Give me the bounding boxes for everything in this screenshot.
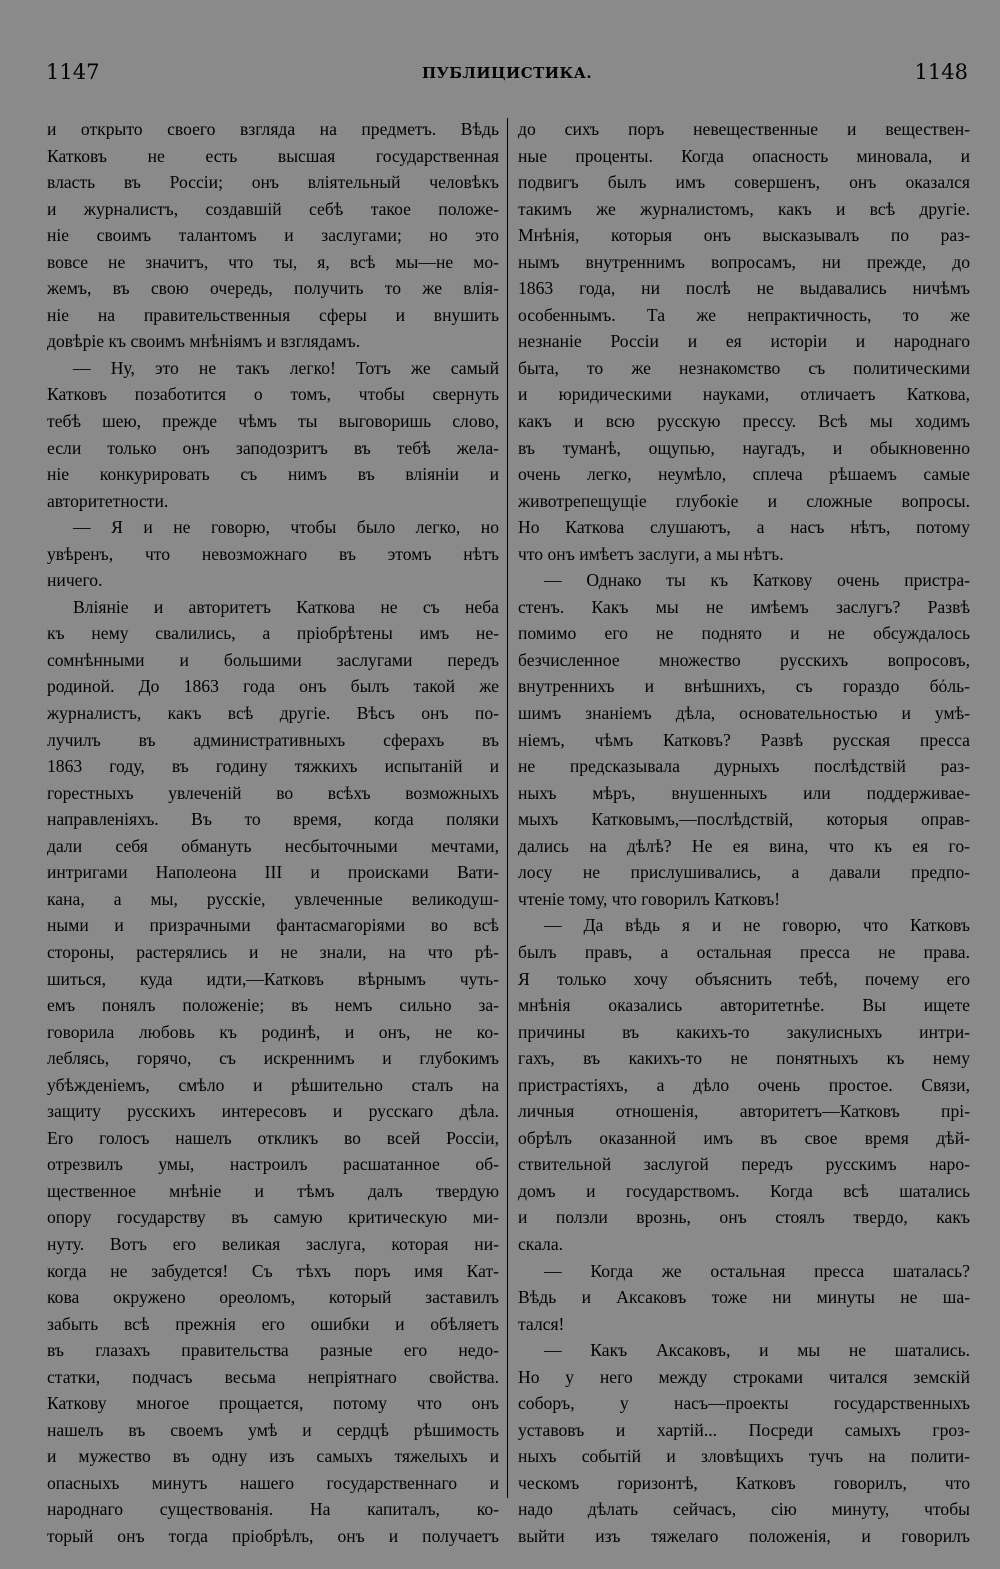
text-line: незнаніе Россіи и ея исторіи и народнаго xyxy=(518,331,970,352)
text-line: интригами Наполеона III и происками Вати- xyxy=(47,862,499,883)
text-line: жемъ, въ свою очередь, получить то же влія- xyxy=(47,278,499,299)
text-line: обрѣлъ оказанной имъ въ свое время дѣй- xyxy=(518,1127,970,1148)
text-line: ныхъ событій и зловѣщихъ тучъ на полити- xyxy=(518,1446,970,1467)
text-line: помимо его не поднято и не обсуждалось xyxy=(518,623,970,644)
text-line: народнаго существованія. На капиталъ, ко- xyxy=(47,1499,499,1520)
text-line: ничего. xyxy=(47,570,103,591)
text-line: торый онъ тогда пріобрѣлъ, онъ и получаетъ xyxy=(47,1525,499,1546)
text-line: и ползли врознь, онъ стоялъ твердо, какъ xyxy=(518,1207,970,1228)
text-line: щественное мнѣніе и тѣмъ далъ твердую xyxy=(47,1180,499,1201)
right-column xyxy=(518,116,970,1550)
text-line: соборъ, у насъ—проекты государственныхъ xyxy=(518,1393,970,1414)
text-line: Вліяніе и авторитетъ Каткова не съ неба xyxy=(73,596,499,617)
text-line: скала. xyxy=(518,1233,564,1254)
text-line: стороны, растерялись и не знали, на что рѣ- xyxy=(47,941,499,962)
text-line: безчисленное множество русскихъ вопросовъ, xyxy=(518,649,970,670)
text-line: статки, подчасъ весьма непріятнаго свойства. xyxy=(47,1366,499,1387)
text-line: Но у него между строками читался земскій xyxy=(518,1366,970,1387)
text-line: къ нему свалились, а пріобрѣтены имъ не- xyxy=(47,623,499,644)
text-line: авторитетности. xyxy=(47,490,169,511)
text-line: власть въ Россіи; онъ вліятельный человѣкъ xyxy=(47,172,499,193)
text-line: горестныхъ увлеченій во всѣхъ возможныхъ xyxy=(47,782,499,803)
text-line: выйти изъ тяжелаго положенія, и говорилъ xyxy=(518,1525,970,1546)
text-line: особеннымъ. Та же непрактичность, то же xyxy=(518,304,970,325)
text-line: — Ну, это не такъ легко! Тотъ же самый xyxy=(73,357,499,378)
text-line: Катковъ не есть высшая государственная xyxy=(47,145,499,166)
text-line: ніе своимъ талантомъ и заслугами; но это xyxy=(47,225,499,246)
text-line: говорила любовь къ родинѣ, и онъ, не ко- xyxy=(47,1021,499,1042)
text-line: Его голосъ нашелъ откликъ во всей Россіи, xyxy=(47,1127,499,1148)
text-line: тебѣ шею, прежде чѣмъ ты выговоришь слово, xyxy=(47,411,499,432)
text-line: лучилъ въ административныхъ сферахъ въ xyxy=(47,729,499,750)
page-number-left: 1147 xyxy=(46,60,100,84)
text-line: шиться, куда идти,—Катковъ вѣрнымъ чуть- xyxy=(47,968,499,989)
text-line: когда не забудется! Съ тѣхъ поръ имя Кат- xyxy=(47,1260,499,1281)
left-column xyxy=(47,116,499,1550)
text-line: былъ правъ, а остальная пресса не права. xyxy=(518,941,970,962)
text-line: подвигъ былъ имъ совершенъ, онъ оказался xyxy=(518,172,970,193)
text-line: Каткову многое прощается, потому что онъ xyxy=(47,1393,499,1414)
text-line: и журналистъ, создавшій себѣ такое положе- xyxy=(47,198,499,219)
text-line: стенъ. Какъ мы не имѣемъ заслугъ? Развѣ xyxy=(518,596,970,617)
text-line: въ глазахъ правительства разные его недо- xyxy=(47,1340,499,1361)
text-line: не предсказывала дурныхъ послѣдствій раз- xyxy=(518,756,970,777)
text-line: тался! xyxy=(518,1313,565,1334)
text-line: мнѣнія оказались авторитетнѣе. Вы ищете xyxy=(518,995,970,1016)
text-line: емъ понялъ положеніе; въ немъ сильно за- xyxy=(47,995,499,1016)
text-line: причины въ какихъ-то закулисныхъ интри- xyxy=(518,1021,970,1042)
text-line: быта, то же незнакомство съ политическими xyxy=(518,357,970,378)
text-line: до сихъ поръ невещественные и веществен- xyxy=(518,119,970,139)
text-line: нашелъ въ своемъ умѣ и сердцѣ рѣшимость xyxy=(47,1419,499,1440)
text-line: что онъ имѣетъ заслуги, а мы нѣтъ. xyxy=(518,543,784,564)
text-line: ніемъ, чѣмъ Катковъ? Развѣ русская пресса xyxy=(518,729,970,750)
text-line: ные проценты. Когда опасность миновала, и xyxy=(518,145,970,166)
text-line: леблясь, горячо, съ искреннимъ и глубокимъ xyxy=(47,1048,499,1069)
text-line: — Какъ Аксаковъ, и мы не шатались. xyxy=(544,1340,970,1361)
text-line: такимъ же журналистомъ, какъ и всѣ другіе. xyxy=(518,198,970,219)
text-line: — Когда же остальная пресса шаталась? xyxy=(544,1260,970,1281)
text-line: надо дѣлать сейчасъ, сію минуту, чтобы xyxy=(518,1499,970,1520)
text-line: нымъ внутреннимъ вопросамъ, ни прежде, до xyxy=(518,251,970,272)
text-line: кова окружено ореоломъ, который заставилъ xyxy=(47,1287,499,1308)
page-number-right: 1148 xyxy=(914,60,968,84)
text-line: нуту. Вотъ его великая заслуга, которая ни- xyxy=(47,1233,499,1254)
text-line: — Однако ты къ Каткову очень пристра- xyxy=(544,570,970,591)
text-line: какъ и всю русскую прессу. Всѣ мы ходимъ xyxy=(518,411,970,432)
text-line: очень легко, неумѣло, сплеча рѣшаемъ самые xyxy=(518,464,970,485)
text-line: сомнѣнными и большими заслугами передъ xyxy=(47,649,499,670)
text-line: пристрастіяхъ, а дѣло очень простое. Связи, xyxy=(518,1074,970,1095)
text-line: въ туманѣ, ощупью, наугадъ, и обыкновенно xyxy=(518,437,970,458)
text-line: мыхъ Катковымъ,—послѣдствій, которыя оправ- xyxy=(518,809,970,830)
text-line: животрепещущіе глубокіе и сложные вопросы. xyxy=(518,490,970,511)
text-line: гахъ, въ какихъ-то не понятныхъ къ нему xyxy=(518,1048,970,1069)
text-line: увѣренъ, что невозможнаго въ этомъ нѣтъ xyxy=(47,543,499,564)
text-line: Катковъ позаботится о томъ, чтобы свернуть xyxy=(47,384,499,405)
text-line: — Я и не говорю, чтобы было легко, но xyxy=(73,517,499,538)
text-line: довѣріе къ своимъ мнѣніямъ и взглядамъ. xyxy=(47,331,361,352)
text-line: ніе конкурировать съ нимъ въ вліяніи и xyxy=(47,464,499,485)
text-line: Я только хочу объяснить тебѣ, почему его xyxy=(518,968,970,989)
text-line: личныя отношенія, авторитетъ—Катковъ прі- xyxy=(518,1101,970,1122)
text-line: уставовъ и хартій... Посреди самыхъ гроз- xyxy=(518,1419,970,1440)
text-line: забыть всѣ прежнія его ошибки и обѣляетъ xyxy=(47,1313,499,1334)
text-line: Вѣдь и Аксаковъ тоже ни минуты не ша- xyxy=(518,1287,970,1308)
text-line: шимъ знаніемъ дѣла, основательностью и умѣ- xyxy=(518,703,970,724)
text-line: дали себя обмануть несбыточными мечтами, xyxy=(47,835,499,856)
text-line: 1863 году, въ годину тяжкихъ испытаній и xyxy=(47,756,499,777)
text-line: 1863 года, ни послѣ не выдавались ничѣмъ xyxy=(518,278,970,299)
text-line: лосу не прислушивались, а давали предпо- xyxy=(518,862,970,883)
text-line: Мнѣнія, которыя онъ высказывалъ по раз- xyxy=(518,225,970,246)
text-line: кана, а мы, русскіе, увлеченные великодуш- xyxy=(47,888,499,909)
text-line: Но Каткова слушаютъ, а насъ нѣтъ, потому xyxy=(518,517,970,538)
text-line: ческомъ горизонтѣ, Катковъ говорилъ, что xyxy=(518,1472,970,1493)
text-line: защиту русскихъ интересовъ и русскаго дѣла. xyxy=(47,1101,499,1122)
text-line: журналистъ, какъ всѣ другіе. Вѣсъ онъ по- xyxy=(47,703,499,724)
text-line: и открыто своего взгляда на предметъ. Вѣдь xyxy=(47,119,499,139)
text-line: ствительной заслугой передъ русскимъ наро- xyxy=(518,1154,970,1175)
text-line: убѣжденіемъ, смѣло и рѣшительно сталъ на xyxy=(47,1074,499,1095)
text-line: дались на дѣлѣ? Не ея вина, что къ ея го- xyxy=(518,835,970,856)
column-divider xyxy=(507,118,508,1498)
running-title: ПУБЛИЦИСТИКА. xyxy=(421,64,593,82)
text-line: отрезвилъ умы, настроилъ расшатанное об- xyxy=(47,1154,499,1175)
text-line: ныхъ мѣръ, внушенныхъ или поддерживае- xyxy=(518,782,970,803)
text-line: домъ и государствомъ. Когда всѣ шатались xyxy=(518,1180,970,1201)
text-line: опору государству въ самую критическую ми- xyxy=(47,1207,499,1228)
text-line: родиной. До 1863 года онъ былъ такой же xyxy=(47,676,499,697)
text-line: ніе на правительственныя сферы и внушить xyxy=(47,304,499,325)
page-header xyxy=(46,60,968,90)
text-line: — Да вѣдь я и не говорю, что Катковъ xyxy=(544,915,970,936)
text-line: опасныхъ минутъ нашего государственнаго и xyxy=(47,1472,499,1493)
text-line: вовсе не значитъ, что ты, я, всѣ мы—не мо- xyxy=(47,251,499,272)
text-line: чтеніе тому, что говорилъ Катковъ! xyxy=(518,888,781,909)
text-line: ными и призрачными фантасмагоріями во всѣ xyxy=(47,915,499,936)
text-line: и мужество въ одну изъ самыхъ тяжелыхъ и xyxy=(47,1446,499,1467)
text-line: и юридическими науками, отличаетъ Каткова, xyxy=(518,384,970,405)
text-line: если только онъ заподозритъ въ тебѣ жела- xyxy=(47,437,499,458)
text-line: направленіяхъ. Въ то время, когда поляки xyxy=(47,809,499,830)
text-line: внутреннихъ и внѣшнихъ, съ гораздо бόль- xyxy=(518,676,970,697)
